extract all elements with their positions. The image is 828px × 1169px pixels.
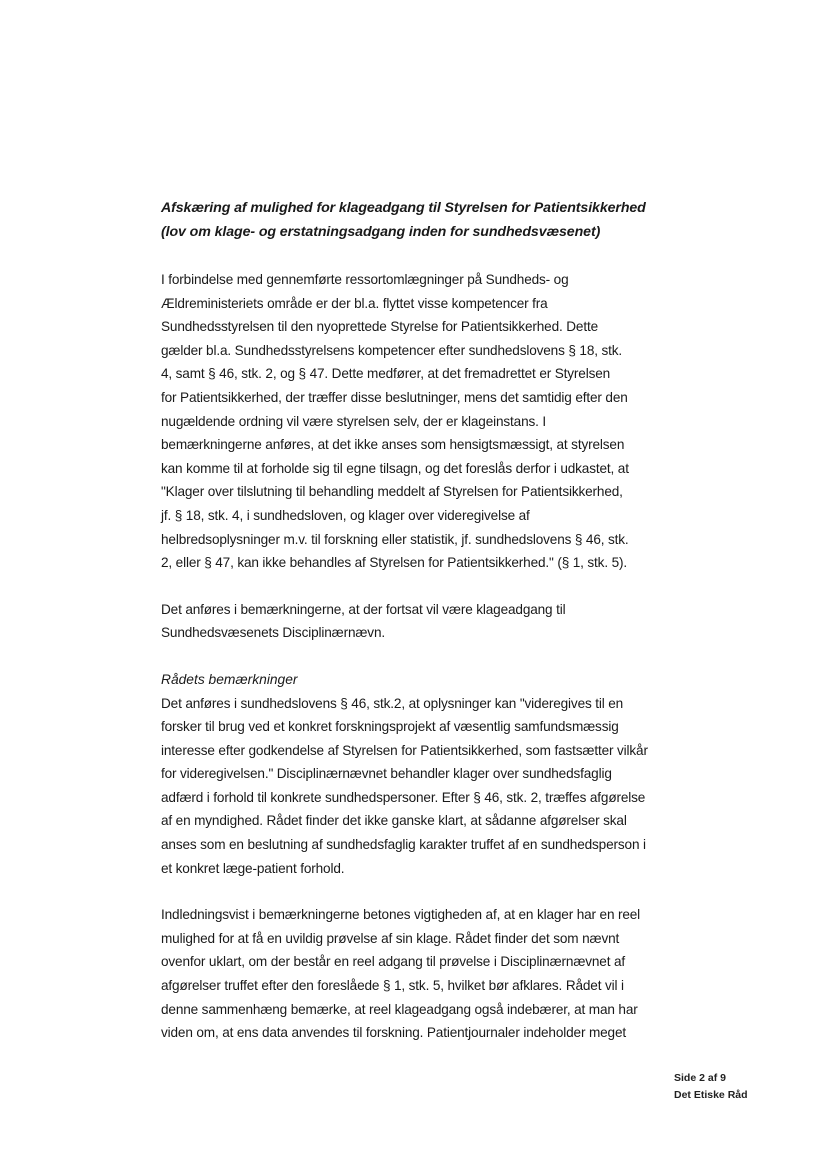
text-line: viden om, at ens data anvendes til forskning. Patientjournaler indeholder meget <box>161 1025 626 1041</box>
subheading-raadets-bemaerkninger: Rådets bemærkninger <box>161 671 298 687</box>
text-line: Sundhedsvæsenets Disciplinærnævn. <box>161 625 385 641</box>
text-line: gælder bl.a. Sundhedsstyrelsens kompetencer efter sundhedslovens § 18, stk. <box>161 342 623 358</box>
text-line: 2, eller § 47, kan ikke behandles af Styrelsen for Patientsikkerhed." (§ 1, stk. 5). <box>161 555 627 571</box>
text-line: "Klager over tilslutning til behandling meddelt af Styrelsen for Patientsikkerhed, <box>161 484 623 500</box>
text-line: adfærd i forhold til konkrete sundhedspersoner. Efter § 46, stk. 2, træffes afgørelse <box>161 789 646 805</box>
text-line: af en myndighed. Rådet finder det ikke ganske klart, at sådanne afgørelser skal <box>161 813 627 829</box>
organization-name: Det Etiske Råd <box>674 1089 748 1101</box>
section-heading-line-2: (lov om klage- og erstatningsadgang inden for sundhedsvæsenet) <box>161 224 601 240</box>
paragraph-indledningsvist <box>161 903 666 1045</box>
page-footer <box>674 1070 748 1104</box>
text-line: for Patientsikkerhed, der træffer disse beslutninger, mens det samtidig efter den <box>161 389 628 405</box>
section-heading <box>161 196 666 244</box>
text-line: Sundhedsstyrelsen til den nyoprettede Styrelse for Patientsikkerhed. Dette <box>161 319 598 335</box>
text-line: Det anføres i sundhedslovens § 46, stk.2, at oplysninger kan "videregives til en <box>161 695 624 711</box>
text-line: kan komme til at forholde sig til egne tilsagn, og det foreslås derfor i udkastet, at <box>161 460 629 476</box>
text-line: interesse efter godkendelse af Styrelsen for Patientsikkerhed, som fastsætter vilkår <box>161 742 648 758</box>
text-line: Ældreministeriets område er der bl.a. flyttet visse kompetencer fra <box>161 295 548 311</box>
text-line: denne sammenhæng bemærke, at reel klageadgang også indebærer, at man har <box>161 1001 638 1017</box>
text-line: helbredsoplysninger m.v. til forskning eller statistik, jf. sundhedslovens § 46, stk. <box>161 531 629 547</box>
text-line: mulighed for at få en uvildig prøvelse af sin klage. Rådet finder det som nævnt <box>161 930 620 946</box>
text-line: afgørelser truffet efter den foreslåede § 1, stk. 5, hvilket bør afklares. Rådet vil i <box>161 978 624 994</box>
paragraph-klageadgang <box>161 598 666 645</box>
text-line: for videregivelsen." Disciplinærnævnet behandler klager over sundhedsfaglig <box>161 766 612 782</box>
text-line: forsker til brug ved et konkret forskningsprojekt af væsentlig samfundsmæssig <box>161 719 619 735</box>
page-number: Side 2 af 9 <box>674 1072 726 1084</box>
text-line: ovenfor uklart, om der består en reel adgang til prøvelse i Disciplinærnævnet af <box>161 954 626 970</box>
text-line: I forbindelse med gennemførte ressortomlægninger på Sundheds- og <box>161 272 569 287</box>
text-line: Det anføres i bemærkningerne, at der fortsat vil være klageadgang til <box>161 601 566 617</box>
text-line: nugældende ordning vil være styrelsen selv, der er klageinstans. I <box>161 413 547 429</box>
document-body <box>161 196 666 1068</box>
text-line: et konkret læge-patient forhold. <box>161 860 345 876</box>
text-line: anses som en beslutning af sundhedsfaglig karakter truffet af en sundhedsperson i <box>161 837 646 853</box>
text-line: Indledningsvist i bemærkningerne betones vigtigheden af, at en klager har en reel <box>161 907 641 923</box>
section-heading-line-1: Afskæring af mulighed for klageadgang til Styrelsen for Patientsikkerhed <box>161 200 646 216</box>
paragraph-ressortomlaegning <box>161 268 666 575</box>
paragraph-raadets-bemaerkninger <box>161 692 666 881</box>
text-line: bemærkningerne anføres, at det ikke anses som hensigtsmæssigt, at styrelsen <box>161 437 625 453</box>
text-line: jf. § 18, stk. 4, i sundhedsloven, og klager over videregivelse af <box>161 507 530 523</box>
text-line: 4, samt § 46, stk. 2, og § 47. Dette medfører, at det fremadrettet er Styrelsen <box>161 366 611 382</box>
